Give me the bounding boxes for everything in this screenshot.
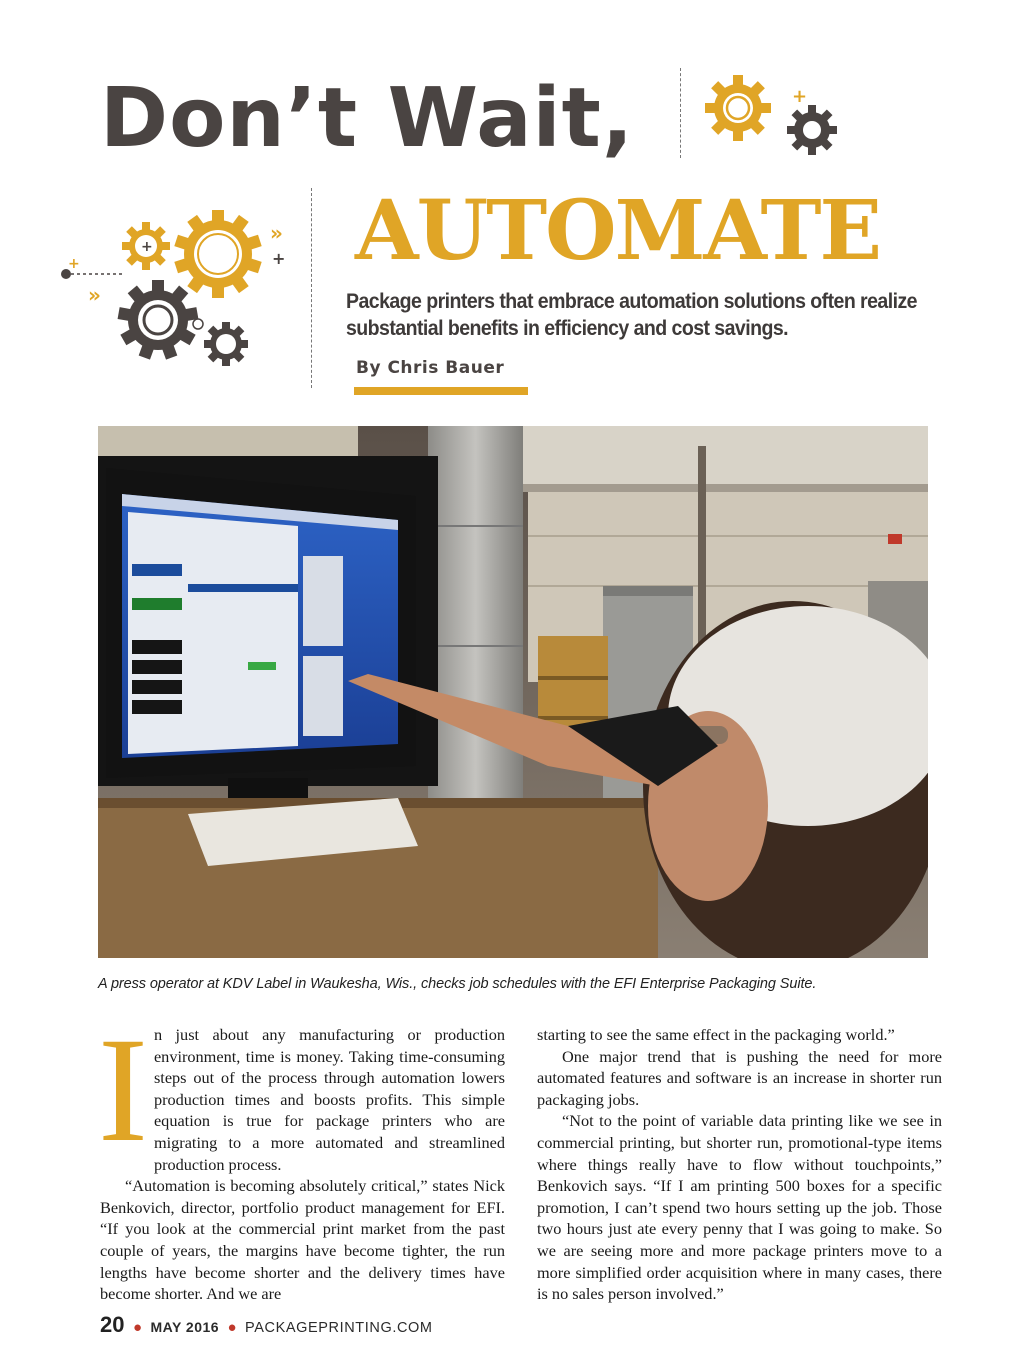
gears-top-icon: [700, 70, 850, 175]
article-paragraph: “Not to the point of variable data printing like we see in commercial printing, but shorter run, promotional-type items where things really have to flow without touchpoints,” Benkovich says. “If I am printing 500 boxes for a specific promotion, I can’t spend two hours setting up the job. Those two hours just ate every penny that I was going to make. So we are seeing more and more package printers move to a more simplified order acquisition where in many cases, there is no sales person involved.”: [537, 1111, 942, 1304]
svg-text:+: +: [141, 239, 153, 255]
headline-line-1: Don’t Wait,: [100, 71, 634, 166]
byline: By Chris Bauer: [356, 358, 505, 378]
article-paragraph: “Automation is becoming absolutely critical,” states Nick Benkovich, director, portfolio product management for EFI. “If you look at the commercial print market from the past couple of years, the margins have become tighter, the run lengths have become shorter and the delivery times have become shorter. And we are: [100, 1176, 505, 1304]
website-link[interactable]: PACKAGEPRINTING.COM: [245, 1320, 433, 1336]
article-paragraph: One major trend that is pushing the need for more automated features and software is an increase in shorter run packaging jobs.: [537, 1046, 942, 1109]
byline-underline: [354, 387, 528, 395]
bullet-icon: ●: [132, 1319, 142, 1336]
article-column-1: [98, 1007, 505, 1305]
svg-text:+: +: [68, 256, 80, 272]
page-footer: [100, 1312, 433, 1338]
headline-line-2: AUTOMATE: [355, 183, 881, 279]
photo-caption: A press operator at KDV Label in Waukesha, Wis., checks job schedules with the EFI Enterprise Packaging Suite.: [98, 976, 817, 992]
article-paragraph: n just about any manufacturing or production environment, time is money. Taking time-consuming steps out of the process through automation lowers production times and boosts profits. This simple equation is true for package printers who are migrating to a more automated and streamlined production process.: [153, 1025, 505, 1174]
article-photo: [98, 426, 928, 958]
svg-text:»: »: [88, 283, 101, 307]
drop-cap: I: [98, 1007, 148, 1173]
svg-text:+: +: [792, 86, 808, 107]
svg-text:+: +: [272, 249, 286, 268]
article-deck: Package printers that embrace automation solutions often realize substantial benefits in efficiency and cost savings.: [346, 290, 917, 340]
divider-dashed-top: [680, 68, 681, 158]
gears-left-icon: [58, 210, 298, 385]
article-column-2: [537, 1024, 942, 1305]
svg-text:»: »: [270, 221, 283, 245]
issue-date: MAY 2016: [150, 1319, 220, 1335]
page-number: 20: [100, 1312, 125, 1337]
bullet-icon: ●: [227, 1319, 237, 1336]
article-paragraph: starting to see the same effect in the packaging world.”: [537, 1025, 895, 1044]
divider-dashed-left: [311, 188, 312, 388]
